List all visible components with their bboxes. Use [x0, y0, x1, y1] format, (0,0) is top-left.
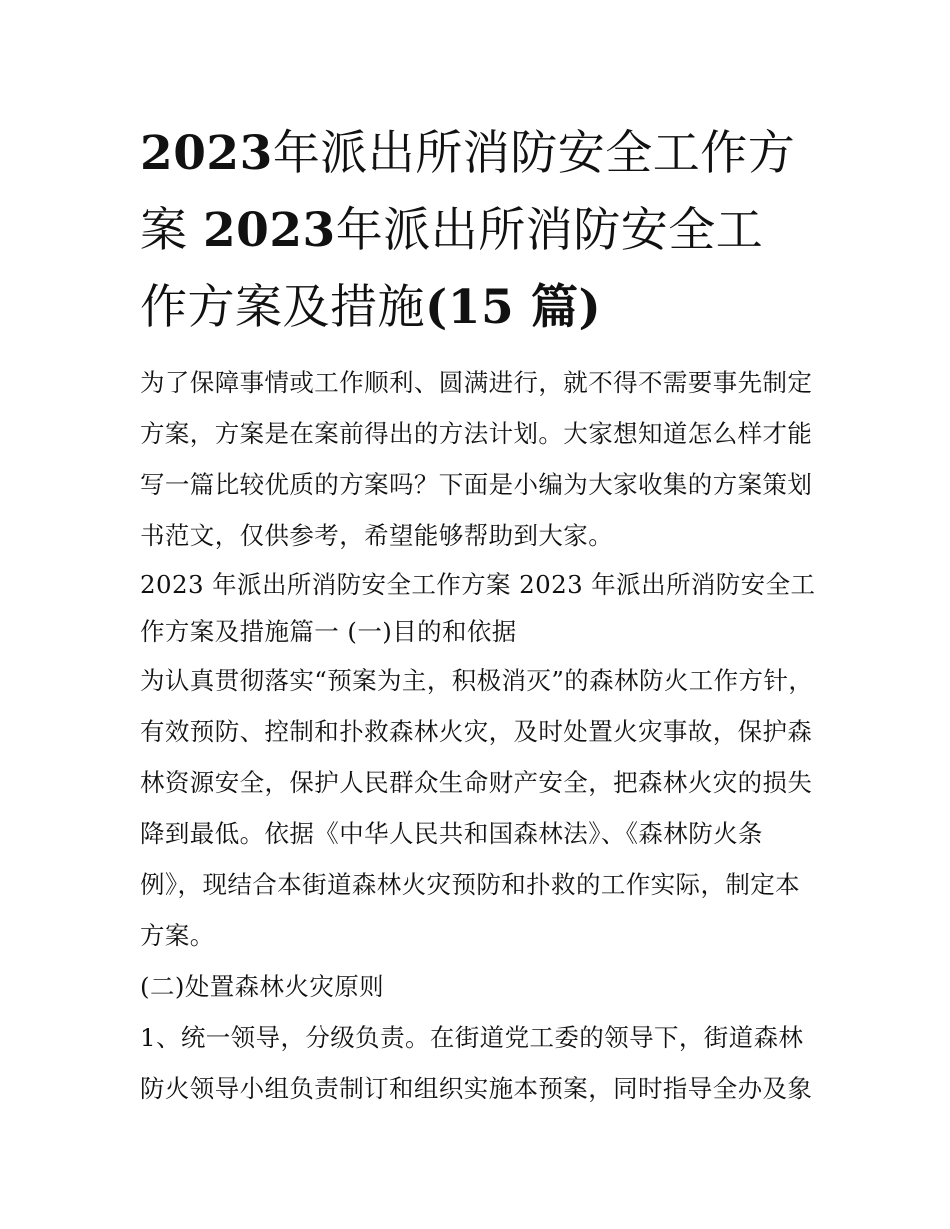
title-year-1: 2023: [140, 126, 273, 181]
title-text-3: 作方案及措施: [140, 280, 425, 335]
document-page: [140, 115, 820, 1114]
principle-heading: (二)处置森林火灾原则: [140, 972, 385, 1001]
title-text-2b: 年派出所消防安全工: [335, 203, 764, 258]
title-text-2a: 案: [140, 203, 203, 258]
title-text-1: 年派出所消防安全工作方: [272, 126, 796, 181]
title-year-2: 2023: [202, 203, 336, 258]
document-title: [140, 115, 820, 346]
section-heading: 2023 年派出所消防安全工作方案 2023 年派出所消防安全工作方案及措施篇一 (一)目的和依据: [140, 570, 816, 646]
title-suffix: (15 篇): [425, 280, 602, 335]
purpose-paragraph: 为认真贯彻落实“预案为主，积极消灭”的森林防火工作方针，有效预防、控制和扑救森林火灾，及时处置火灾事故，保护森林资源安全，保护人民群众生命财产安全，把森林火灾的损失降到最低。依据《中华人民共和国森林法》、《森林防火条例》，现结合本街道森林火灾预防和扑救的工作实际，制定本方案。: [140, 666, 814, 950]
principle-1-paragraph: 1、统一领导，分级负责。在街道党工委的领导下，街道森林防火领导小组负责制订和组织实施本预案，同时指导全办及象: [140, 1023, 813, 1103]
intro-paragraph: 为了保障事情或工作顺利、圆满进行，就不得不需要事先制定方案，方案是在案前得出的方法计划。大家想知道怎么样才能写一篇比较优质的方案吗？下面是小编为大家收集的方案策划书范文，仅供参考，希望能够帮助到大家。: [140, 368, 813, 550]
